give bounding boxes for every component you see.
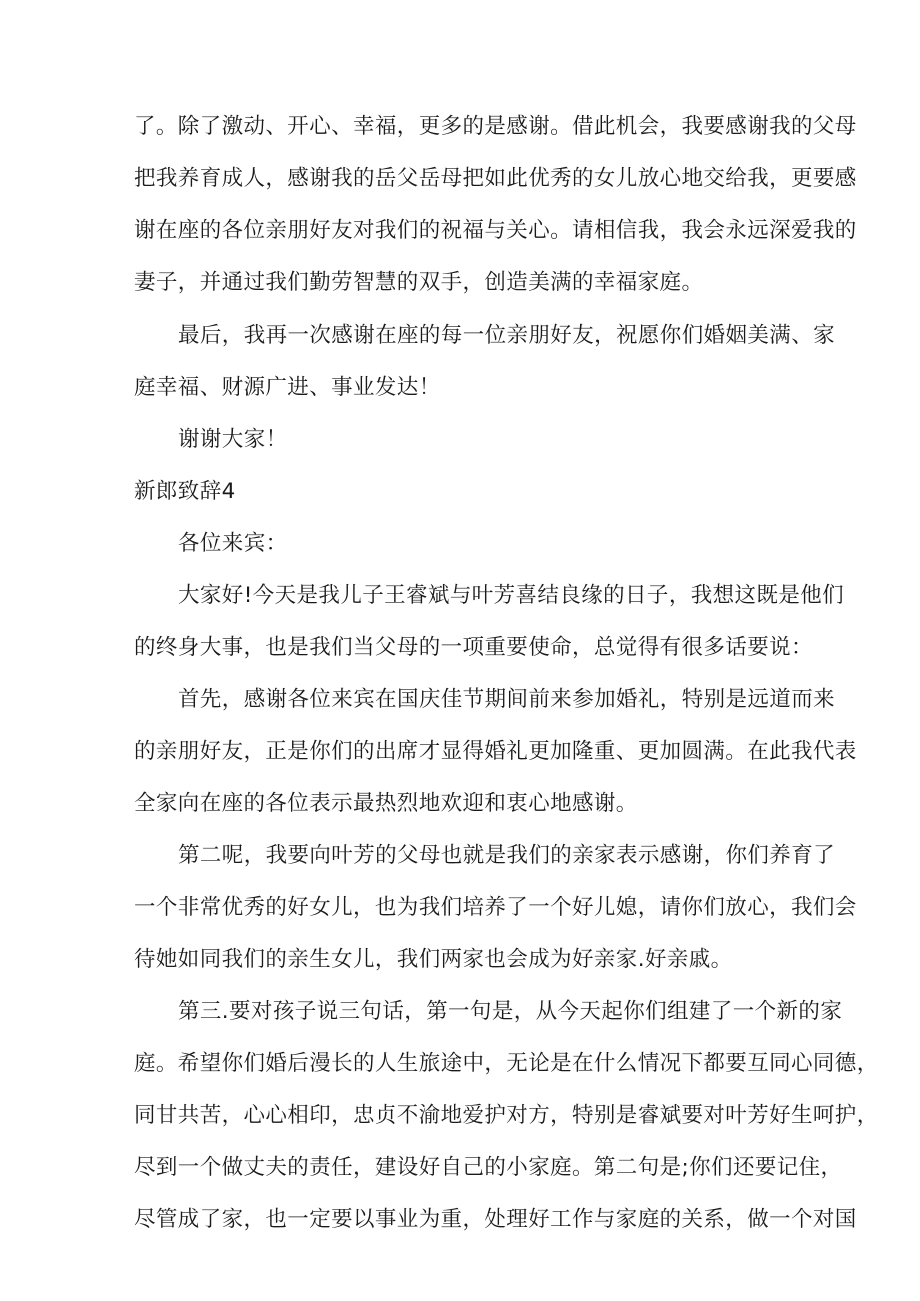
paragraph-line-14: 全家向在座的各位表示最热烈地欢迎和衷心地感谢。: [134, 791, 638, 816]
paragraph-line-3: 谢在座的各位亲朋好友对我们的祝福与关心。请相信我，我会永远深爱我的: [134, 218, 857, 243]
paragraph-line-21: 尽到一个做丈夫的责任，建设好自己的小家庭。第二句是;你们还要记住，: [134, 1155, 843, 1180]
paragraph-line-11: 的终身大事，也是我们当父母的一项重要使命，总觉得有很多话要说：: [134, 635, 813, 660]
closing-thanks: 谢谢大家！: [178, 427, 288, 452]
paragraph-line-12: 首先，感谢各位来宾在国庆佳节期间前来参加婚礼，特别是远道而来: [178, 687, 836, 712]
paragraph-line-22: 尽管成了家，也一定要以事业为重，处理好工作与家庭的关系，做一个对国: [134, 1207, 857, 1232]
paragraph-line-10: 大家好!今天是我儿子王睿斌与叶芳喜结良缘的日子，我想这既是他们: [178, 583, 845, 608]
paragraph-line-20: 同甘共苦，心心相印，忠贞不渝地爱护对方，特别是睿斌要对叶芳好生呵护，: [134, 1103, 879, 1128]
salutation: 各位来宾：: [178, 531, 288, 556]
paragraph-line-15: 第二呢，我要向叶芳的父母也就是我们的亲家表示感谢，你们养育了: [178, 843, 836, 868]
paragraph-line-19: 庭。希望你们婚后漫长的人生旅途中，无论是在什么情况下都要互同心同德，: [134, 1051, 879, 1076]
paragraph-line-5: 最后，我再一次感谢在座的每一位亲朋好友，祝愿你们婚姻美满、家: [178, 323, 836, 348]
paragraph-line-1: 了。除了激动、开心、幸福，更多的是感谢。借此机会，我要感谢我的父母: [134, 114, 857, 139]
paragraph-line-6: 庭幸福、财源广进、事业发达！: [134, 375, 441, 400]
paragraph-line-17: 待她如同我们的亲生女儿，我们两家也会成为好亲家.好亲戚。: [134, 947, 733, 972]
paragraph-line-18: 第三.要对孩子说三句话，第一句是，从今天起你们组建了一个新的家: [178, 999, 843, 1024]
paragraph-line-4: 妻子，并通过我们勤劳智慧的双手，创造美满的幸福家庭。: [134, 270, 704, 295]
paragraph-line-16: 一个非常优秀的好女儿，也为我们培养了一个好儿媳，请你们放心，我们会: [134, 895, 857, 920]
paragraph-line-2: 把我养育成人，感谢我的岳父岳母把如此优秀的女儿放心地交给我，更要感: [134, 166, 857, 191]
section-heading: 新郎致辞4: [134, 479, 236, 504]
paragraph-line-13: 的亲朋好友，正是你们的出席才显得婚礼更加隆重、更加圆满。在此我代表: [134, 739, 857, 764]
